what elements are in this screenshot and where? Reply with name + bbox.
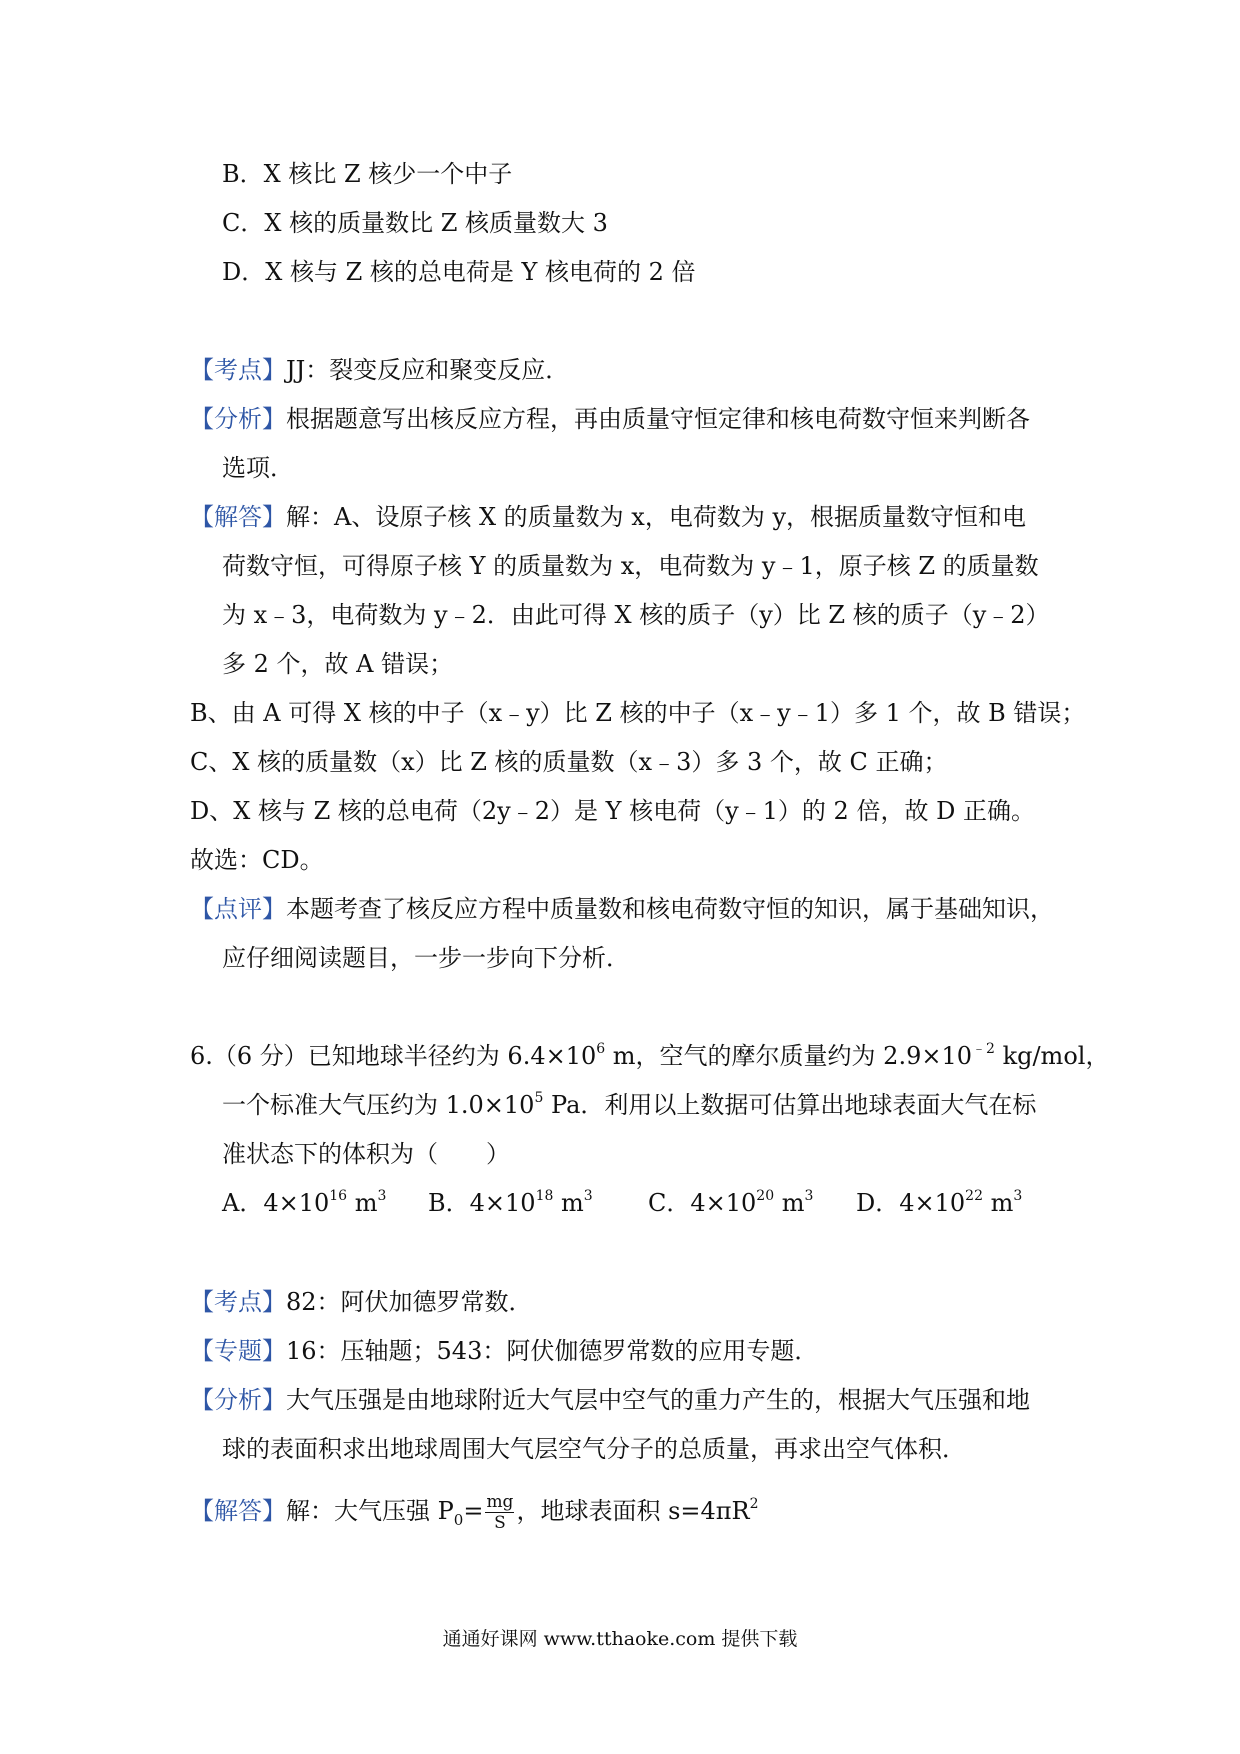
option-unit: m (553, 1189, 584, 1217)
q6-stem-line2 (222, 1089, 1036, 1121)
kaodian-tag: 【考点】 (190, 1288, 286, 1316)
q6-option-a (222, 1187, 386, 1219)
page-footer: 通通好课网 www.tthaoke.com 提供下载 (442, 1628, 798, 1650)
q5-dianping (190, 893, 1054, 925)
q5-option-b: B．X 核比 Z 核少一个中子 (222, 160, 513, 188)
jieda-tag: 【解答】 (190, 503, 286, 531)
q6-fenxi-cont: 球的表面积求出地球周围大气层空气分子的总质量，再求出空气体积． (222, 1435, 966, 1463)
option-exponent: 16 (329, 1188, 348, 1204)
dianping-tag: 【点评】 (190, 895, 286, 923)
jieda-text-cont: ，地球表面积 s=4πR (516, 1497, 750, 1525)
q5-option-c: C．X 核的质量数比 Z 核质量数大 3 (222, 209, 608, 237)
equals: = (463, 1497, 484, 1525)
kaodian-text: JJ：裂变反应和聚变反应． (286, 356, 570, 384)
zhuanti-tag: 【专题】 (190, 1337, 286, 1365)
option-text: C．4×10 (648, 1189, 757, 1217)
q5-jieda-l2: 荷数守恒，可得原子核 Y 的质量数为 x，电荷数为 y﹣1，原子核 Z 的质量数 (222, 552, 1039, 580)
fenxi-text: 根据题意写出核反应方程，再由质量守恒定律和核电荷数守恒来判断各 (286, 405, 1030, 433)
fenxi-tag: 【分析】 (190, 1386, 286, 1414)
zhuanti-text: 16：压轴题；543：阿伏伽德罗常数的应用专题． (286, 1337, 819, 1365)
q6-stem-line3: 准状态下的体积为（ ） (222, 1140, 510, 1168)
fenxi-text: 大气压强是由地球附近大气层中空气的重力产生的，根据大气压强和地 (286, 1386, 1030, 1414)
q6-option-d (856, 1187, 1022, 1219)
option-unit: m (774, 1189, 805, 1217)
q5-kaodian (190, 354, 569, 386)
q6-stem-line1 (190, 1040, 1109, 1072)
q6-option-b (428, 1187, 593, 1219)
jieda-text: 解：大气压强 P (286, 1497, 454, 1525)
q6-stem-text: 6.（6 分）已知地球半径约为 6.4×10 (190, 1042, 597, 1070)
q6-stem-text: 一个标准大气压约为 1.0×10 (222, 1091, 535, 1119)
option-unit-exponent: 3 (377, 1188, 387, 1204)
option-exponent: 22 (965, 1188, 983, 1204)
q6-exponent: 5 (534, 1090, 544, 1106)
q6-exponent: 6 (596, 1041, 606, 1057)
option-unit: m (983, 1189, 1014, 1217)
q5-answer: 故选：CD。 (190, 846, 324, 874)
q5-fenxi-cont: 选项． (222, 454, 294, 482)
q6-fenxi (190, 1384, 1030, 1416)
option-exponent: 20 (756, 1188, 775, 1204)
exponent: 2 (749, 1496, 759, 1512)
q5-dianping-cont: 应仔细阅读题目，一步一步向下分析． (222, 944, 630, 972)
q5-fenxi (190, 403, 1030, 435)
fraction-numerator: mg (486, 1492, 514, 1512)
subscript: 0 (453, 1510, 464, 1529)
option-unit-exponent: 3 (1013, 1188, 1023, 1204)
option-unit-exponent: 3 (804, 1188, 814, 1204)
kaodian-tag: 【考点】 (190, 356, 286, 384)
q5-option-d: D．X 核与 Z 核的总电荷是 Y 核电荷的 2 倍 (222, 258, 696, 286)
jieda-text: 解：A、设原子核 X 的质量数为 x，电荷数为 y，根据质量数守恒和电 (286, 503, 1027, 531)
q5-jieda-d: D、X 核与 Z 核的总电荷（2y﹣2）是 Y 核电荷（y﹣1）的 2 倍，故 D 正确。 (190, 797, 1035, 825)
q6-jieda (190, 1492, 759, 1533)
q6-zhuanti (190, 1335, 818, 1367)
q5-jieda-b: B、由 A 可得 X 核的中子（x﹣y）比 Z 核的中子（x﹣y﹣1）多 1 个，故 B 错误； (190, 699, 1086, 727)
q6-stem-text: kg/mol， (994, 1042, 1110, 1070)
option-exponent: 18 (535, 1188, 554, 1204)
q5-jieda (190, 501, 1026, 533)
q5-jieda-l3: 为 x﹣3，电荷数为 y﹣2．由此可得 X 核的质子（y）比 Z 核的质子（y﹣2） (222, 601, 1050, 629)
option-text: A．4×10 (222, 1189, 330, 1217)
jieda-tag: 【解答】 (190, 1497, 286, 1525)
fraction-denominator: S (494, 1513, 506, 1533)
q6-stem-text: Pa．利用以上数据可估算出地球表面大气在标 (543, 1091, 1037, 1119)
kaodian-text: 82：阿伏加德罗常数． (286, 1288, 533, 1316)
q6-stem-text: m，空气的摩尔质量约为 2.9×10 (605, 1042, 973, 1070)
q5-jieda-c: C、X 核的质量数（x）比 Z 核的质量数（x﹣3）多 3 个，故 C 正确； (190, 748, 948, 776)
q5-jieda-l4: 多 2 个，故 A 错误； (222, 650, 454, 678)
option-text: D．4×10 (856, 1189, 966, 1217)
q6-kaodian (190, 1286, 533, 1318)
option-unit-exponent: 3 (583, 1188, 593, 1204)
q6-option-c (648, 1187, 813, 1219)
fraction-mg-over-s (485, 1492, 514, 1533)
option-text: B．4×10 (428, 1189, 536, 1217)
q6-exponent: ﹣2 (972, 1041, 995, 1057)
dianping-text: 本题考查了核反应方程中质量数和核电荷数守恒的知识，属于基础知识， (286, 895, 1054, 923)
fenxi-tag: 【分析】 (190, 405, 286, 433)
option-unit: m (347, 1189, 378, 1217)
